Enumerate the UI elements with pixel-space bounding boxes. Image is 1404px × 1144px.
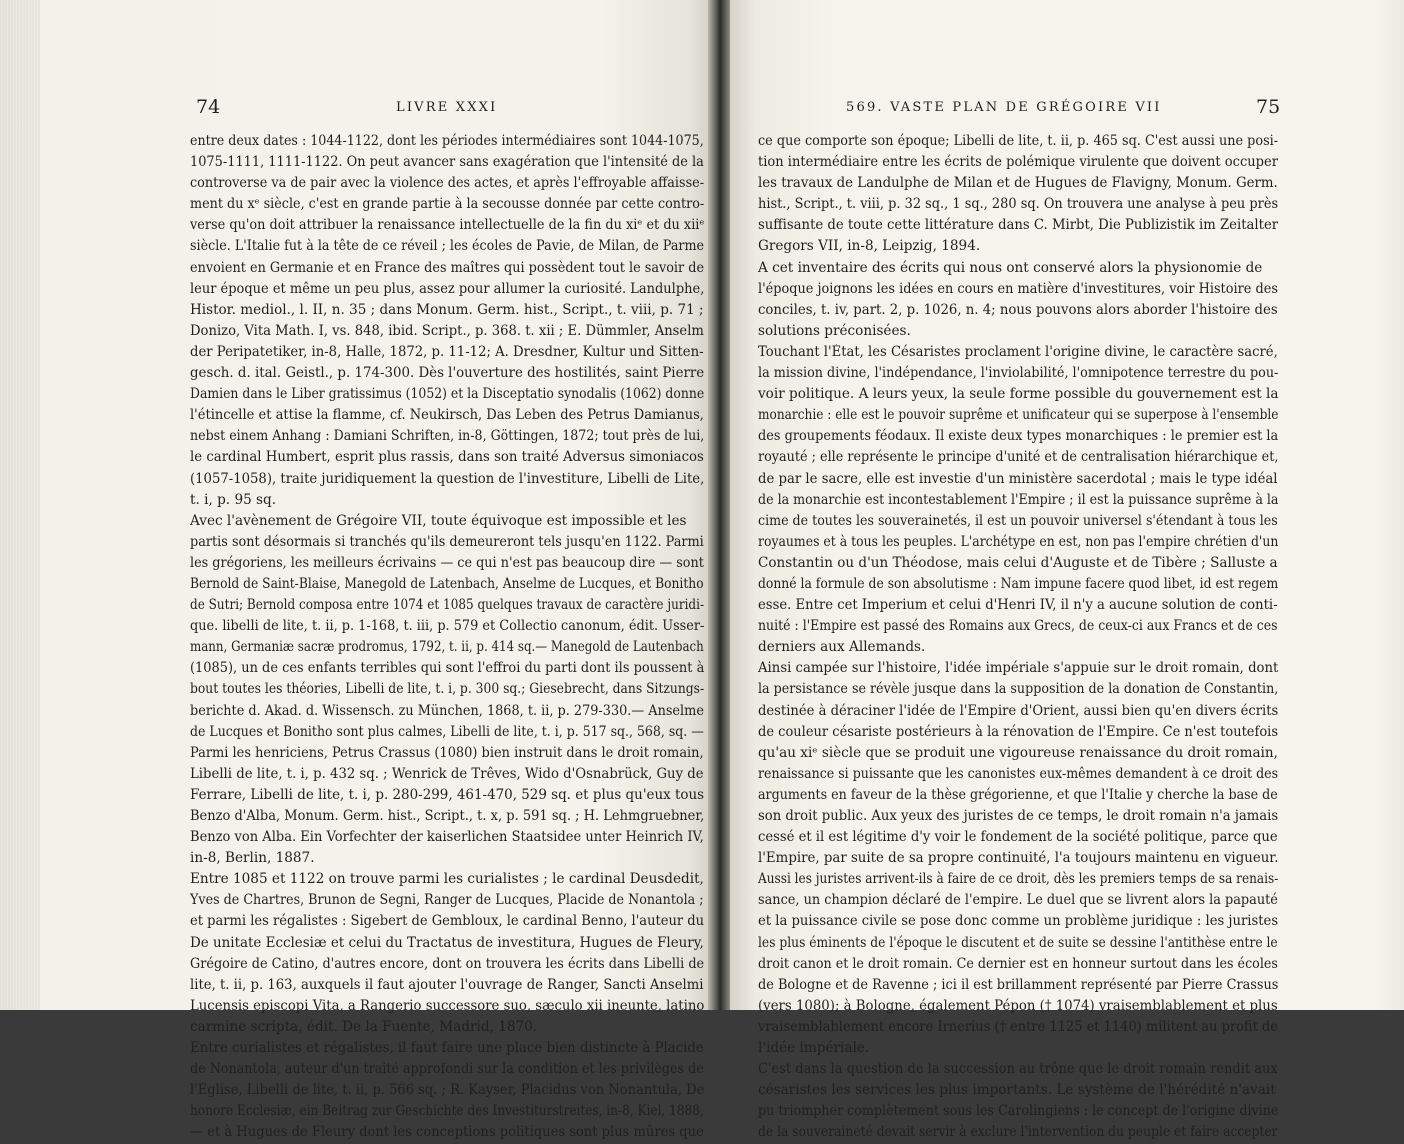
right-page-text-line: nuité : l'Empire est passé des Romains aux Grecs, de ceux-ci aux Francs et de ces (758, 618, 1278, 635)
left-page-text-line: leur époque et même un peu plus, assez pour allumer la curiosité. Landulphe, (190, 280, 705, 297)
left-page-text-line: der Peripatetiker, in-8, Halle, 1872, p. 11-12; A. Dresdner, Kultur und Sitten- (190, 343, 704, 360)
right-page (716, 0, 1404, 1141)
left-page-text-line: et parmi les régalistes : Sigebert de Gembloux, le cardinal Benno, l'auteur du (190, 913, 705, 930)
left-page-text-line: Entre 1085 et 1122 on trouve parmi les curialistes ; le cardinal Deusdedit, (190, 871, 704, 888)
left-page-text-line: Avec l'avènement de Grégoire VII, toute équivoque est impossible et les (190, 512, 687, 529)
left-page-text-line: que. libelli de lite, t. ii, p. 1-168, t. iii, p. 579 et Collectio canonum, édit. Usser- (190, 618, 705, 635)
right-page-text-line: monarchie : elle est le pouvoir suprême et unificateur qui se superpose à l'ensemble (758, 407, 1279, 424)
left-page-text-line: — et à Hugues de Fleury dont les conceptions politiques sont plus mûres que (190, 1124, 704, 1141)
right-page-text-line: A cet inventaire des écrits qui nous ont conservé alors la physionomie de (758, 259, 1263, 276)
right-page-text-line: (vers 1080); à Bologne, également Pépon († 1074) vraisemblablement et plus (758, 997, 1278, 1014)
left-page-text-line: envoient en Germanie et en France des maîtres qui possèdent tout le savoir de (190, 259, 705, 276)
right-page-text-line: qu'au xiᵉ siècle que se produit une vigoureuse renaissance du droit romain, (758, 744, 1278, 761)
left-page-text-line: Histor. mediol., l. II, n. 35 ; dans Monum. Germ. hist., Script., t. viii, p. 71 ; (190, 301, 704, 318)
right-page-text-line: renaissance si puissante que les canonistes eux-mêmes demandent à ce droit des (758, 765, 1279, 782)
left-page-text-line: entre deux dates : 1044-1122, dont les périodes intermédiaires sont 1044-1075, (190, 133, 704, 149)
left-page-text-line: carmine scripta, édit. De la Fuente, Madrid, 1870. (190, 1018, 538, 1035)
right-page-text-line: l'époque joignons les idées en cours en matière d'investitures, voir Histoire des (758, 280, 1278, 297)
left-page-text-line: De unitate Ecclesiæ et celui du Tractatus de investitura, Hugues de Fleury, (190, 934, 704, 951)
right-page-body (758, 131, 1278, 1144)
right-page-text-line: donné la formule de son absolutisme : Nam impune facere quod libet, id est regem (758, 575, 1279, 592)
left-page-text-line: (1057-1058), traite juridiquement la question de l'investiture, Libelli de Lite, (190, 470, 705, 487)
right-page-text-line: esse. Entre cet Imperium et celui d'Henri IV, il n'y a aucune solution de conti- (758, 597, 1278, 614)
right-page-text-line: hist., Script., t. viii, p. 32 sq., 1 sq., 280 sq. On trouvera une analyse à peu près (758, 196, 1279, 213)
right-page-text-line: conciles, t. iv, part. 2, p. 1026, n. 4; nous pouvons alors aborder l'histoire des (758, 301, 1278, 318)
left-page-text-line: Libelli de lite, t. i, p. 432 sq. ; Wenrick de Trêves, Wido d'Osnabrück, Guy de (190, 765, 704, 782)
left-page-text-line: verse qu'on doit attribuer la renaissance intellectuelle de la fin du xiᵉ et du xiiᵉ (190, 217, 705, 234)
book-gutter (708, 0, 730, 1010)
left-page-text-line: les grégoriens, les meilleurs écrivains — ce qui n'est pas beaucoup dire — sont (190, 554, 704, 571)
right-running-head: 569. VASTE PLAN DE GRÉGOIRE VII (846, 100, 1162, 115)
right-page-text-line: derniers aux Allemands. (758, 639, 926, 656)
left-page-text-line: partis sont désormais si tranchés qu'ils demeureront tels jusqu'en 1122. Parmi (190, 533, 704, 550)
left-page-text-line: Ferrare, Libelli de lite, t. i, p. 280-299, 461-470, 529 sq. et plus qu'eux tous (190, 786, 705, 803)
right-page-text-line: C'est dans la question de la succession au trône que le droit romain rendit aux (758, 1061, 1278, 1078)
right-page-text-line: des groupements féodaux. Il existe deux types monarchiques : le premier est la (758, 428, 1279, 445)
left-page-text-line: l'étincelle et attise la flamme, cf. Neukirsch, Das Leben des Petrus Damianus, (190, 407, 704, 424)
right-page-text-line: suffisante de toute cette littérature dans C. Mirbt, Die Publizistik im Zeitalter (758, 217, 1279, 234)
right-page-text-line: arguments en faveur de la thèse grégorienne, et que l'Italie y cherche la base de (758, 786, 1278, 803)
left-page-text-line: controverse va de pair avec la violence des actes, et après l'effroyable affaisse- (190, 175, 705, 192)
left-page-text-line: berichte d. Akad. d. Wissensch. zu München, 1868, t. ii, p. 279-330.— Anselme (190, 702, 704, 719)
right-page-text-line: la mission divine, l'indépendance, l'inviolabilité, l'omnipotence terrestre du pou- (758, 365, 1279, 382)
left-page-text-line: Lucensis episcopi Vita, a Rangerio successore suo, sæculo xii ineunte, latino (190, 997, 705, 1014)
right-page-text-line: cessé et il est légitime d'y voir le fondement de la société politique, parce que (758, 829, 1278, 846)
right-page-text-line: de par le sacre, elle est investie d'un ministère sacerdotal ; mais le type idéal (758, 470, 1278, 487)
right-page-text-line: la persistance se révèle jusque dans la supposition de la donation de Constantin, (758, 681, 1279, 698)
left-page-body (190, 131, 704, 1144)
right-page-text-line: solutions préconisées. (758, 322, 911, 339)
left-page-text-line: Grégoire de Catino, d'autres encore, dont on trouvera les écrits dans Libelli de (190, 955, 705, 972)
right-page-text-line: sance, un champion déclaré de l'empire. Le duel que se livrent alors la papauté (758, 892, 1278, 909)
right-page-text-line: de Bologne et de Ravenne ; ici il est brillamment représenté par Pierre Crassus (758, 976, 1279, 993)
left-page-text-line: Bernold de Saint-Blaise, Manegold de Latenbach, Anselme de Lucques, et Bonitho (190, 575, 704, 592)
right-page-text-line: et la puissance civile se pose donc comme un problème juridique : les juristes (758, 913, 1279, 930)
left-page-text-line: in-8, Berlin, 1887. (190, 850, 315, 867)
right-page-text-line: l'idée impériale. (758, 1040, 870, 1057)
right-page-text-line: droit canon et le droit romain. Ce dernier est en honneur surtout dans les écoles (758, 955, 1278, 972)
left-page-text-line: Benzo von Alba. Ein Vorfechter der kaiserlichen Staatsidee unter Heinrich IV, (190, 829, 704, 846)
right-page-text-line: royaumes et à tous les peuples. L'archétype en est, non pas l'empire chrétien d'un (758, 533, 1279, 550)
right-page-text-line: Aussi les juristes arrivent-ils à faire de ce droit, dès les premiers temps de sa renais- (758, 871, 1279, 888)
right-page-text-line: Gregors VII, in-8, Leipzig, 1894. (758, 238, 981, 255)
left-page-text-line: nebst einem Anhang : Damiani Schriften, in-8, Göttingen, 1872; tout près de lui, (190, 428, 705, 445)
right-page-text-line: de la monarchie est incontestablement l'Empire ; il est la puissance suprême à la (758, 491, 1279, 508)
right-page-text-line: destinée à déraciner l'idée de l'Empire d'Orient, aussi bien qu'en divers écrits (758, 702, 1279, 719)
left-page-text-line: de Sutri; Bernold composa entre 1074 et 1085 quelques travaux de caractère juridi- (190, 597, 705, 614)
right-page-text-line: vraisemblablement encore Irnerius († entre 1125 et 1140) militent au profit de (758, 1018, 1278, 1035)
right-page-text-line: césaristes les services les plus importants. Le système de l'hérédité n'avait (758, 1082, 1276, 1099)
right-page-text-line: Ainsi campée sur l'histoire, l'idée impériale s'appuie sur le droit romain, dont (758, 660, 1279, 677)
left-page-text-line: Damien dans le Liber gratissimus (1052) et la Disceptatio synodalis (1062) donne (190, 386, 705, 403)
right-page-text-line: cime de toutes les souverainetés, il est un pouvoir universel s'étendant à tous les (758, 512, 1278, 529)
right-page-text-line: pu triompher complètement sous les Carolingiens : le concept de l'origine divine (758, 1103, 1279, 1120)
left-page-text-line: bout toutes les théories, Libelli de lite, t. i, p. 300 sq.; Giesebrecht, dans Sitzungs- (190, 681, 705, 698)
right-page-text-line: de la souveraineté devait servir à exclure l'intervention du peuple et faire accepter (758, 1124, 1278, 1141)
left-page-text-line: t. i, p. 95 sq. (190, 491, 277, 508)
left-page-text-line: Donizo, Vita Math. I, vs. 848, ibid. Script., p. 368. t. xii ; E. Dümmler, Anselm (190, 322, 704, 339)
left-page-text-line: lite, t. ii, p. 163, auxquels il faut ajouter l'ouvrage de Ranger, Sancti Anselmi (190, 976, 704, 993)
right-page-text-line: les travaux de Landulphe de Milan et de Hugues de Flavigny, Monum. Germ. (758, 175, 1278, 192)
left-page-text-line: Entre curialistes et régalistes, il faut faire une place bien distincte à Placide (190, 1040, 704, 1057)
right-page-text-line: tion intermédiaire entre les écrits de polémique virulente que doivent occuper (758, 154, 1278, 171)
right-page-text-line: l'Empire, par suite de sa propre continuité, l'a toujours maintenu en vigueur. (758, 850, 1279, 867)
right-page-text-line: ce que comporte son époque; Libelli de lite, t. ii, p. 465 sq. C'est aussi une posi- (758, 133, 1279, 149)
right-page-text-line: royauté ; elle représente le principe d'unité et de centralisation hiérarchique et, (758, 449, 1279, 466)
left-page-text-line: l'Église, Libelli de lite, t. ii, p. 566 sq. ; R. Kayser, Placidus von Nonantula, De (190, 1082, 705, 1099)
page-edge-stack (0, 0, 40, 1010)
left-page-text-line: 1075-1111, 1111-1122. On peut avancer sans exagération que l'intensité de la (190, 154, 704, 171)
left-page-text-line: Parmi les henriciens, Petrus Crassus (1080) bien instruit dans le droit romain, (190, 744, 704, 761)
left-page-text-line: gesch. d. ital. Geistl., p. 174-300. Dès l'ouverture des hostilités, saint Pierre (190, 365, 705, 382)
right-page-text-line: voir politique. A leurs yeux, la seule forme possible du gouvernement est la (758, 386, 1279, 403)
right-page-number: 75 (1256, 96, 1281, 118)
left-page-text-line: de Lucques et Bonitho sont plus calmes, Libelli de lite, t. i, p. 517 sq., 568, sq. — (190, 723, 704, 740)
left-page-text-line: de Nonantola, auteur d'un traité approfondi sur la condition et les privilèges de (190, 1061, 704, 1078)
left-page-text-line: le cardinal Humbert, esprit plus rassis, dans son traité Adversus simoniacos (190, 449, 704, 466)
right-page-text-line: son droit public. Aux yeux des juristes de ce temps, le droit romain n'a jamais (758, 808, 1279, 824)
left-page-text-line: mann, Germaniæ sacræ prodromus, 1792, t. ii, p. 414 sq.— Manegold de Lautenbach (190, 639, 704, 656)
right-page-text-line: les plus éminents de l'époque le discutent et de suite se dessine l'antithèse entre le (758, 934, 1278, 951)
left-page-text-line: ment du xᵉ siècle, c'est en grande partie à la secousse donnée par cette contro- (190, 196, 705, 213)
right-page-text-line: Touchant l'État, les Césaristes proclament l'origine divine, le caractère sacré, (758, 343, 1278, 360)
left-page-text-line: Yves de Chartres, Brunon de Segni, Ranger de Lucques, Placide de Nonantola ; (190, 892, 704, 909)
left-page-text-line: (1085), un de ces enfants terribles qui sont l'effroi du parti dont ils poussent à (190, 660, 705, 677)
left-page-text-line: Benzo d'Alba, Monum. Germ. hist., Script., t. x, p. 591 sq. ; H. Lehmgruebner, (190, 808, 705, 824)
left-page-text-line: honore Ecclesiæ, ein Beitrag zur Geschichte des Investiturstreites, in-8, Kiel, 1888, (190, 1103, 704, 1120)
left-running-head: LIVRE XXXI (396, 100, 498, 115)
right-page-text-line: Constantin ou d'un Théodose, mais celui d'Auguste et de Tibère ; Salluste a (758, 554, 1278, 571)
left-page-text-line: siècle. L'Italie fut à la tête de ce réveil ; les écoles de Pavie, de Milan, de Parme (190, 238, 705, 255)
right-page-text-line: de couleur césariste postérieurs à la rénovation de l'Empire. Ce n'est toutefois (758, 723, 1279, 740)
left-page-number: 74 (196, 96, 221, 118)
